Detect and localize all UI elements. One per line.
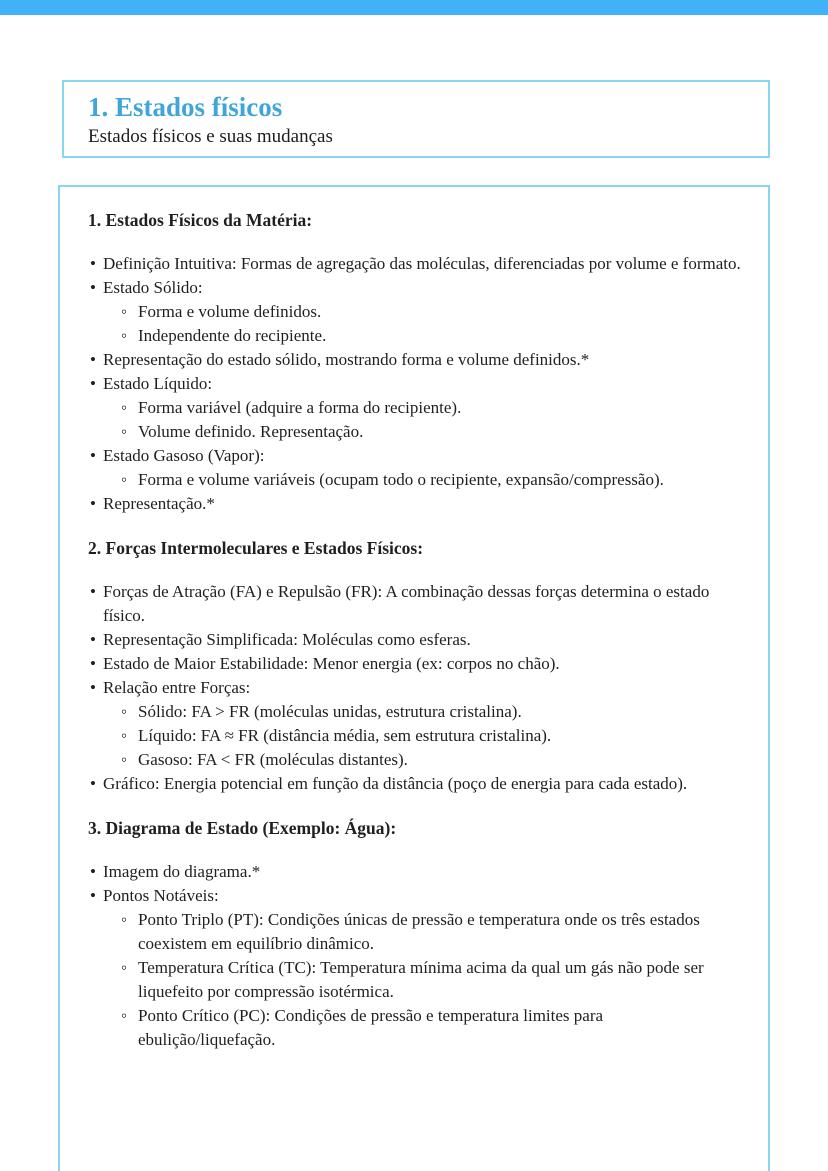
list-item: • Gráfico: Energia potencial em função da distância (poço de energia para cada estado). [88,772,744,796]
sub-list-item: ◦ Ponto Crítico (PC): Condições de pressão e temperatura limites para ebulição/liquefação. [88,1004,744,1052]
list-item: • Representação.* [88,492,744,516]
section-heading: 1. Estados Físicos da Matéria: [88,210,313,230]
sub-list-item: ◦ Sólido: FA > FR (moléculas unidas, estrutura cristalina). [88,700,744,724]
list-item: • Relação entre Forças: [88,676,744,700]
list-item: • Imagem do diagrama.* [88,860,744,884]
list-item: • Estado Sólido: [88,276,744,300]
sub-list-item: ◦ Volume definido. Representação. [88,420,744,444]
list-item: • Representação do estado sólido, mostrando forma e volume definidos.* [88,348,744,372]
section-list [88,860,744,1052]
sub-list-item: ◦ Forma e volume definidos. [88,300,744,324]
list-item: • Forças de Atração (FA) e Repulsão (FR): A combinação dessas forças determina o estado físico. [88,580,744,628]
section-heading: 3. Diagrama de Estado (Exemplo: Água): [88,818,397,838]
section-list [88,580,744,796]
section-heading: 2. Forças Intermoleculares e Estados Físicos: [88,538,424,558]
list-item: • Definição Intuitiva: Formas de agregação das moléculas, diferenciadas por volume e formato. [88,252,744,276]
title-card [62,80,770,158]
sections-container [88,208,744,1052]
list-item: • Estado Líquido: [88,372,744,396]
sub-list-item: ◦ Ponto Triplo (PT): Condições únicas de pressão e temperatura onde os três estados coexistem em equilíbrio dinâmico. [88,908,744,956]
page-subtitle: Estados físicos e suas mudanças [88,126,333,147]
list-item: • Estado de Maior Estabilidade: Menor energia (ex: corpos no chão). [88,652,744,676]
content-card [58,185,770,1171]
sub-list-item: ◦ Temperatura Crítica (TC): Temperatura mínima acima da qual um gás não pode ser liquefeito por compressão isotérmica. [88,956,744,1004]
section-list [88,252,744,516]
sub-list-item: ◦ Líquido: FA ≈ FR (distância média, sem estrutura cristalina). [88,724,744,748]
top-accent-bar [0,0,828,15]
list-item: • Pontos Notáveis: [88,884,744,908]
list-item: • Estado Gasoso (Vapor): [88,444,744,468]
sub-list-item: ◦ Independente do recipiente. [88,324,744,348]
sub-list-item: ◦ Gasoso: FA < FR (moléculas distantes). [88,748,744,772]
sub-list-item: ◦ Forma variável (adquire a forma do recipiente). [88,396,744,420]
page-title: 1. Estados físicos [88,92,283,122]
list-item: • Representação Simplificada: Moléculas como esferas. [88,628,744,652]
sub-list-item: ◦ Forma e volume variáveis (ocupam todo o recipiente, expansão/compressão). [88,468,744,492]
